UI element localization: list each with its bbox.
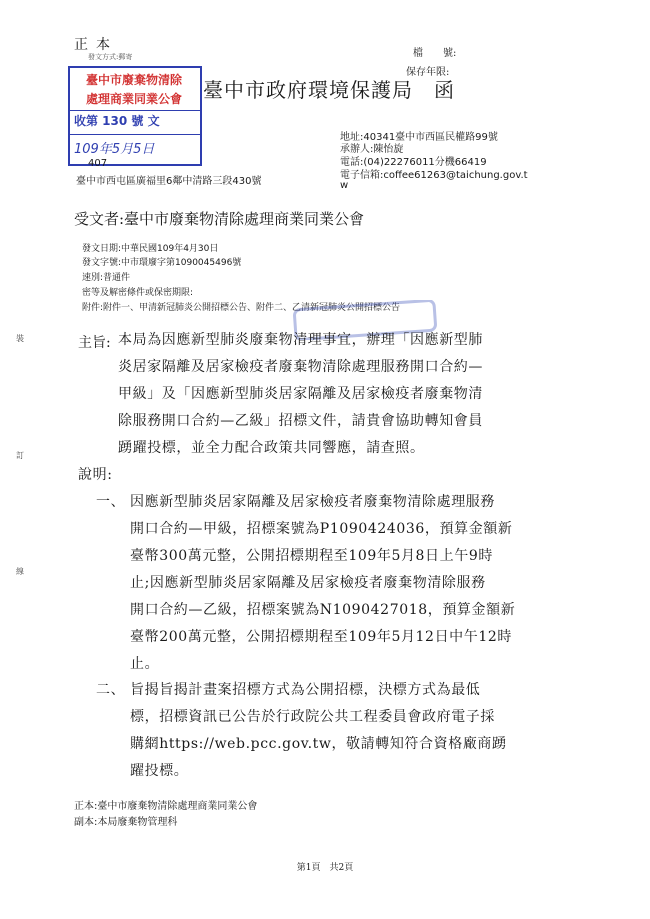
binding-mark-staple: 訂	[16, 451, 24, 460]
item1-line: 止。	[130, 656, 160, 672]
item1-number: 一、	[96, 494, 126, 510]
gist-line: 踴躍投標，並全力配合政策共同響應，請查照。	[118, 440, 425, 456]
item2-line: 躍投標。	[130, 763, 189, 779]
doc-number: 發文字號:中市環廢字第1090045496號	[82, 258, 242, 268]
explain-label: 說明:	[78, 467, 113, 483]
recipient-zip: 407	[88, 158, 108, 169]
page-footer: 第1頁 共2頁	[296, 863, 354, 873]
item1-body	[130, 489, 515, 678]
stamp-line2: 處理商業同業公會	[85, 92, 182, 106]
secrecy-level: 密等及解密條件或保密期限:	[82, 288, 194, 298]
item2-line: 購網https://web.pcc.gov.tw，敬請轉知符合資格廠商踴	[130, 736, 507, 752]
gist-label: 主旨:	[78, 335, 111, 351]
item2-line: 標，招標資訊已公告於行政院公共工程委員會政府電子採	[130, 709, 495, 725]
attachments: 附件:附件一、甲清新冠肺炎公開招標公告、附件二、乙清新冠肺炎公開招標公告	[82, 303, 401, 313]
cc-copy: 副本:本局廢棄物管理科	[74, 817, 178, 828]
stamp-line1: 臺中市廢棄物清除	[85, 73, 182, 87]
file-number-label: 檔 號:	[413, 48, 457, 59]
contact-email: 電子信箱:coffee61263@taichung.gov.t	[340, 170, 528, 181]
item1-line: 止;因應新型肺炎居家隔離及居家檢疫者廢棄物清除服務	[130, 575, 486, 591]
gist-line: 本局為因應新型肺炎廢棄物清理事宜，辦理「因應新型肺	[118, 332, 483, 348]
contact-email-cont: w	[340, 180, 349, 191]
gist-line: 炎居家隔離及居家檢疫者廢棄物清除處理服務開口合約—	[118, 359, 483, 375]
received-stamp	[68, 66, 202, 166]
stamp-received-number: 收第 130 號 文	[74, 114, 160, 128]
contact-handler: 承辦人:陳怡旋	[340, 144, 404, 155]
item1-line: 臺幣200萬元整，公開招標期程至109年5月12日中午12時	[130, 629, 512, 645]
contact-address: 地址:40341臺中市西區民權路99號	[340, 132, 498, 143]
retention-label: 保存年限:	[406, 67, 450, 78]
gist-line: 甲級」及「因應新型肺炎居家隔離及居家檢疫者廢棄物清	[118, 386, 483, 402]
gist-line: 除服務開口合約—乙級」招標文件，請貴會協助轉知會員	[118, 413, 483, 429]
cc-main: 正本:臺中市廢棄物清除處理商業同業公會	[74, 801, 258, 812]
item1-line: 開口合約—甲級，招標案號為P1090424036，預算金額新	[130, 521, 513, 537]
item2-body	[130, 677, 507, 785]
contact-phone: 電話:(04)22276011分機66419	[340, 157, 487, 168]
gist-body	[118, 327, 483, 462]
issue-date: 發文日期:中華民國109年4月30日	[82, 244, 219, 254]
stamp-date: 109年5月5日	[74, 142, 155, 157]
recipient-line: 受文者:臺中市廢棄物清除處理商業同業公會	[74, 210, 365, 228]
item1-line: 因應新型肺炎居家隔離及居家檢疫者廢棄物清除處理服務	[130, 494, 495, 510]
org-title: 臺中市政府環境保護局 函	[203, 78, 455, 102]
item1-line: 開口合約—乙級，招標案號為N1090427018，預算金額新	[130, 602, 516, 618]
binding-mark-bind: 裝	[16, 334, 24, 343]
item2-line: 旨揭旨揭計畫案招標方式為公開招標，決標方式為最低	[130, 682, 481, 698]
speed-class: 速別:普通件	[82, 273, 131, 283]
recipient-address: 臺中市西屯區廣福里6鄰中清路三段430號	[76, 176, 262, 187]
item2-number: 二、	[96, 682, 126, 698]
copy-label: 正本	[74, 37, 118, 53]
item1-line: 臺幣300萬元整，公開招標期程至109年5月8日上午9時	[130, 548, 493, 564]
binding-mark-line: 線	[16, 567, 24, 576]
dispatch-method: 發文方式:郵寄	[88, 53, 133, 61]
